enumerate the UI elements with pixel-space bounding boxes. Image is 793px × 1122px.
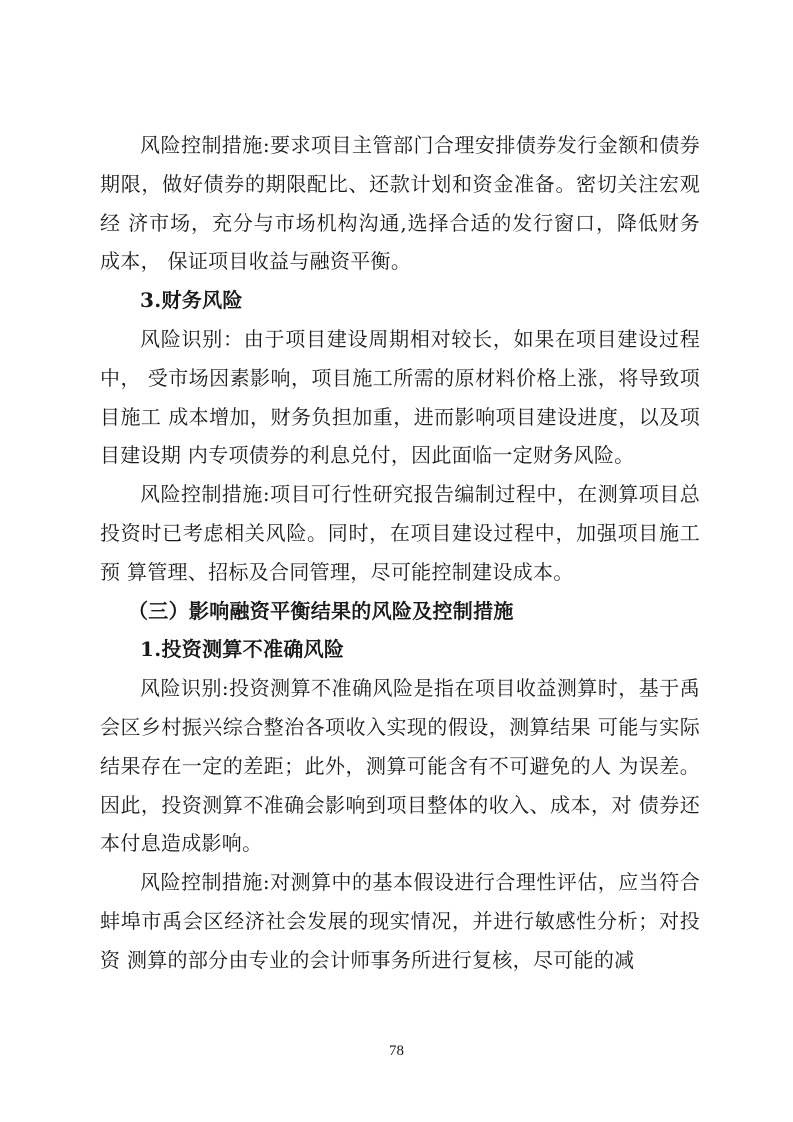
heading-financial-risk: 3.财务风险 xyxy=(140,288,243,313)
paragraph-investment-risk-identification: 风险识别:投资测算不准确风险是指在项目收益测算时，基于禹会区乡村振兴综合整治各项收入实现的假设，测算结果 可能与实际结果存在一定的差距；此外，测算可能含有不可避免的人 为误差。因此，投资测算不准确会影响到项目整体的收入、成本，对 债券还本付息造成影响。 xyxy=(100,676,700,856)
document-body xyxy=(100,126,700,980)
heading-investment-estimate-risk: 1.投资测算不准确风险 xyxy=(140,637,345,662)
paragraph-bond-risk-control: 风险控制措施:要求项目主管部门合理安排债券发行金额和债券 期限，做好债券的期限配比、还款计划和资金准备。密切关注宏观经 济市场，充分与市场机构沟通,选择合适的发行窗口，降低财务成本， 保证项目收益与融资平衡。 xyxy=(100,133,700,274)
paragraph-financial-risk-control: 风险控制措施:项目可行性研究报告编制过程中，在测算项目总 投资时已考虑相关风险。同时，在项目建设过程中，加强项目施工预 算管理、招标及合同管理，尽可能控制建设成本。 xyxy=(100,482,700,584)
paragraph-financial-risk-identification: 风险识别：由于项目建设周期相对较长，如果在项目建设过程中， 受市场因素影响，项目施工所需的原材料价格上涨，将导致项目施工 成本增加，财务负担加重，进而影响项目建设进度，以及项目建设期 内专项债券的利息兑付，因此面临一定财务风险。 xyxy=(100,326,700,468)
section-heading-financing-balance-risk: （三）影响融资平衡结果的风险及控制措施 xyxy=(128,598,514,623)
paragraph-investment-risk-control: 风险控制措施:对测算中的基本假设进行合理性评估，应当符合 蚌埠市禹会区经济社会发展的现实情况，并进行敏感性分析；对投资 测算的部分由专业的会计师事务所进行复核，尽可能的减 xyxy=(100,870,700,972)
page-number: 78 xyxy=(389,1043,404,1059)
